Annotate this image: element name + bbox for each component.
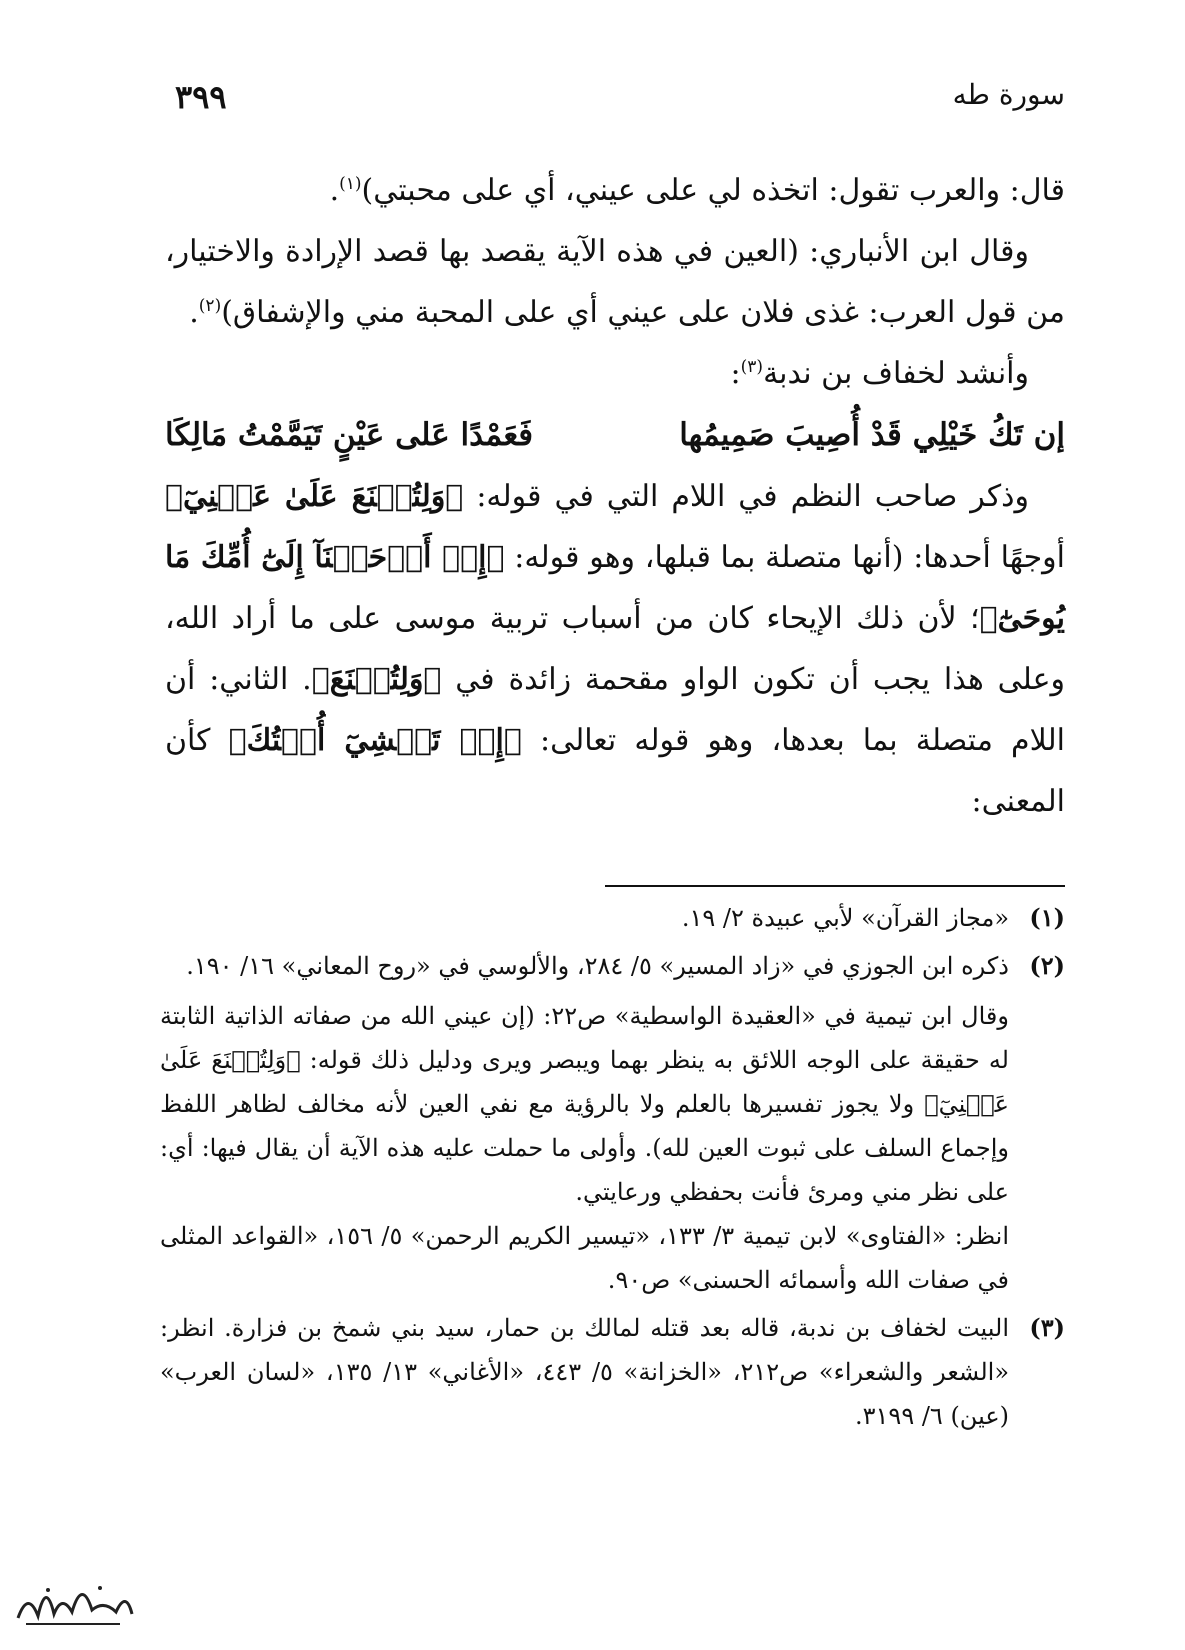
paragraph-4-part-a: وذكر صاحب النظم في اللام التي في قوله:: [476, 479, 1029, 514]
footnote-3: [160, 1306, 1065, 1438]
footnote-2-sub-1-b: ولا يجوز تفسيرها بالعلم ولا بالرؤية مع نفي العين لأنه مخالف لظاهر اللفظ وإجماع السلف على ثبوت العين لله). وأولى ما حملت عليه هذه الآية أن يقال فيها: أي: على نظر مني ومرئ فأنت بحفظي ورعايتي.: [160, 1090, 1009, 1206]
footnote-ref-2[interactable]: (٢): [198, 296, 222, 316]
quran-quote-1: ﴿وَلِتُصۡنَعَ عَلَىٰ عَيۡنِيٓ﴾: [165, 479, 464, 514]
main-text: [165, 160, 1065, 832]
sura-title: سورة طه: [952, 78, 1065, 111]
footnote-2: [160, 944, 1065, 1302]
paragraph-2-text: وقال ابن الأنباري: (العين في هذه الآية يقصد بها قصد الإرادة والاختيار، من قول العرب: غذى فلان على عيني أي على المحبة مني والإشفاق): [165, 234, 1065, 330]
quran-quote-3: ﴿وَلِتُصۡنَعَ﴾: [311, 662, 442, 697]
footnotes: [160, 896, 1065, 1442]
paragraph-3: [165, 343, 1065, 404]
calligraphy-logo-icon: [8, 1570, 138, 1632]
verse-first-hemistich: إن تَكُ خَيْلِي قَدْ أُصِيبَ صَمِيمُها: [679, 417, 1065, 453]
footnote-2-quran-quote: ﴿وَلِتُصۡنَعَ عَلَىٰ عَيۡنِيٓ﴾: [160, 1046, 1009, 1118]
footnote-ref-3[interactable]: (٣): [740, 357, 764, 377]
paragraph-4: [165, 466, 1065, 832]
page-number: ٣٩٩: [175, 78, 227, 116]
poetry-verse: [165, 404, 1065, 466]
footnote-2-sub-1: [160, 994, 1009, 1214]
page-header: [175, 78, 1065, 122]
paragraph-3-text: وأنشد لخفاف بن ندبة: [763, 356, 1029, 391]
paragraph-1-end: .: [329, 173, 340, 208]
paragraph-4-part-d: . الثاني: أن اللام متصلة بما بعدها، وهو قوله تعالى:: [165, 662, 1065, 758]
footnote-separator: [605, 885, 1065, 887]
paragraph-1-text: قال: والعرب تقول: اتخذه لي على عيني، أي على محبتي): [361, 173, 1065, 208]
paragraph-2: [165, 221, 1065, 343]
paragraph-4-part-b: أوجهًا أحدها: (أنها متصلة بما قبلها، وهو قوله:: [514, 540, 1065, 575]
footnote-ref-1[interactable]: (١): [339, 174, 362, 194]
footnote-1: [160, 896, 1065, 940]
quran-quote-2: ﴿إِذۡ أَوۡحَيۡنَآ إِلَىٰٓ أُمِّكَ مَا يُوحَىٰٓ﴾: [165, 540, 1065, 636]
footnote-2-sub-1-a: وقال ابن تيمية في «العقيدة الواسطية» ص٢٢: (إن عيني الله من صفاته الذاتية الثابتة له حقيقة على الوجه اللائق به ينظر بهما ويبصر ويرى ودليل ذلك قوله:: [160, 1002, 1009, 1074]
quran-quote-4: ﴿إِذۡ تَمۡشِيٓ أُخۡتُكَ﴾: [228, 723, 522, 758]
footnote-2-text: ذكره ابن الجوزي في «زاد المسير» ٥/ ٢٨٤، والألوسي في «روح المعاني» ١٦/ ١٩٠.: [186, 952, 1009, 980]
paragraph-4-part-e: كأن المعنى:: [165, 723, 1065, 819]
footnote-1-text: «مجاز القرآن» لأبي عبيدة ٢/ ١٩.: [681, 904, 1009, 932]
footnote-2-sub-2: انظر: «الفتاوى» لابن تيمية ٣/ ١٣٣، «تيسير الكريم الرحمن» ٥/ ١٥٦، «القواعد المثلى في صفات الله وأسمائه الحسنى» ص٩٠.: [160, 1222, 1010, 1294]
footnote-3-number: (٣): [1029, 1313, 1065, 1342]
paragraph-1: [165, 160, 1065, 221]
footnote-3-text: البيت لخفاف بن ندبة، قاله بعد قتله لمالك بن حمار، سيد بني شمخ بن فزارة. انظر: «الشعر والشعراء» ص٢١٢، «الخزانة» ٥/ ٤٤٣، «الأغاني» ١٣/ ١٣٥، «لسان العرب» (عين) ٦/ ٣١٩٩.: [160, 1314, 1010, 1430]
footnote-1-number: (١): [1029, 903, 1065, 932]
paragraph-3-end: :: [730, 356, 741, 391]
paragraph-2-end: .: [189, 295, 199, 330]
footnote-2-number: (٢): [1029, 951, 1065, 980]
paragraph-4-part-c: ؛ لأن ذلك الإيحاء كان من أسباب تربية موسى على ما أراد الله، وعلى هذا يجب أن تكون الواو مقحمة زائدة في: [165, 601, 1065, 697]
verse-second-hemistich: فَعَمْدًا عَلى عَيْنٍ تَيَمَّمْتُ مَالِكَا: [165, 417, 534, 453]
